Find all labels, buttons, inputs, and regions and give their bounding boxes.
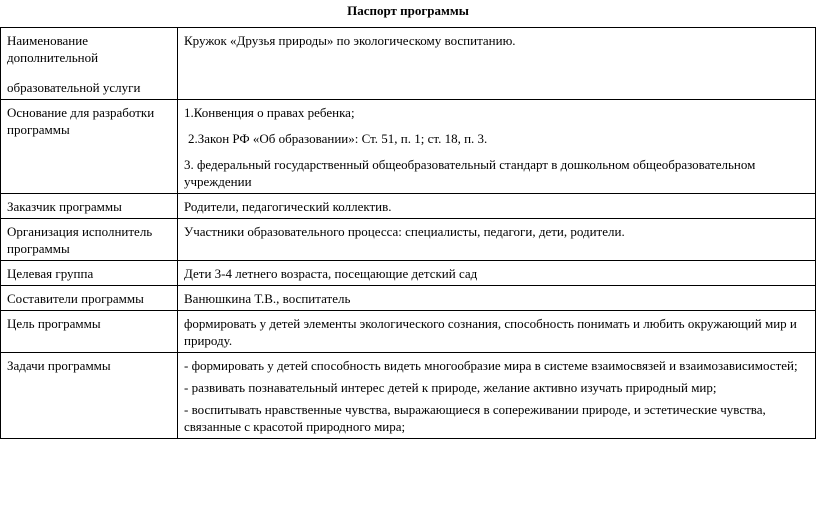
row-label-text: Цель программы (7, 316, 101, 331)
program-passport-table (0, 27, 816, 439)
row-value-text: - воспитывать нравственные чувства, выражающиеся в сопереживании природе, и эстетические чувства, связанные с красотой природного мира; (184, 402, 766, 434)
table-row-authors (1, 286, 816, 311)
row-value-text: Участники образовательного процесса: специалисты, педагоги, дети, родители. (184, 224, 625, 239)
row-value-text: 3. федеральный государственный общеобразовательный стандарт в дошкольном общеобразовательном учреждении (184, 157, 756, 189)
table-row-goal (1, 311, 816, 353)
row-value (178, 311, 816, 353)
row-label (1, 261, 178, 286)
page-title: Паспорт программы (347, 3, 469, 18)
row-value-text: формировать у детей элементы экологического сознания, способность понимать и любить окружающий мир и природу. (184, 316, 797, 348)
row-value-text: - развивать познавательный интерес детей к природе, желание активно изучать природный мир; (184, 380, 717, 395)
row-value (178, 100, 816, 194)
row-label-line: Наименование (7, 33, 88, 48)
row-label (1, 353, 178, 439)
row-label-text: Составители программы (7, 291, 144, 306)
table-row-customer (1, 194, 816, 219)
row-label-text: Целевая группа (7, 266, 94, 281)
row-value-text: Дети 3-4 летнего возраста, посещающие детский сад (184, 266, 478, 281)
row-value-text: - формировать у детей способность видеть многообразие мира в системе взаимосвязей и взаимозависимостей; (184, 358, 798, 373)
row-label (1, 194, 178, 219)
row-value-text: Ванюшкина Т.В., воспитатель (184, 291, 351, 306)
row-value-text: Родители, педагогический коллектив. (184, 199, 392, 214)
row-value (178, 219, 816, 261)
table-row-tasks (1, 353, 816, 439)
row-label-line: дополнительной (7, 50, 99, 65)
table-row-executor (1, 219, 816, 261)
row-label (1, 311, 178, 353)
row-label-text: Заказчик программы (7, 199, 122, 214)
row-label-line: образовательной услуги (7, 80, 141, 95)
row-value (178, 194, 816, 219)
table-row-service-name (1, 28, 816, 100)
row-label (1, 28, 178, 100)
row-value-text: 1.Конвенция о правах ребенка; (184, 105, 355, 120)
row-label (1, 219, 178, 261)
row-label-text: Организация исполнитель программы (7, 224, 153, 256)
row-label-text: Задачи программы (7, 358, 111, 373)
row-label (1, 100, 178, 194)
table-row-target-group (1, 261, 816, 286)
row-value-text: 2.Закон РФ «Об образовании»: Ст. 51, п. 1; ст. 18, п. 3. (188, 131, 488, 146)
row-value-text: Кружок «Друзья природы» по экологическому воспитанию. (184, 33, 516, 48)
row-value (178, 286, 816, 311)
row-label-text: Основание для разработки программы (7, 105, 155, 137)
row-value (178, 28, 816, 100)
row-value (178, 261, 816, 286)
row-value (178, 353, 816, 439)
table-row-basis (1, 100, 816, 194)
row-label (1, 286, 178, 311)
